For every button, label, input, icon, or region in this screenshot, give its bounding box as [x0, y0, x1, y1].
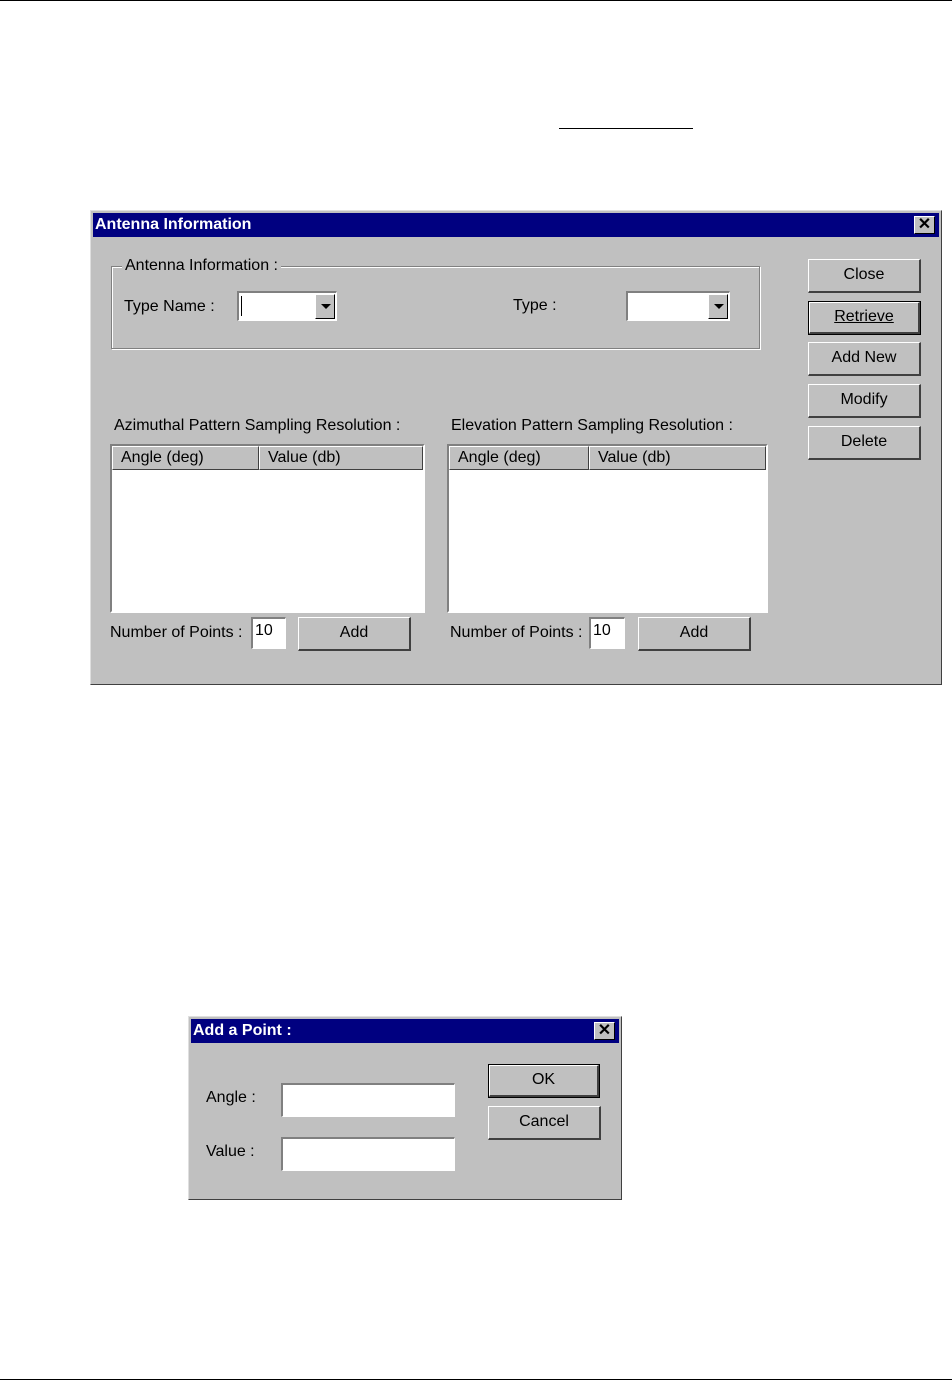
- ok-button[interactable]: OK: [489, 1065, 599, 1097]
- antenna-information-dialog: [90, 210, 942, 685]
- group-label: Antenna Information :: [122, 257, 281, 275]
- elevation-angle-column-header[interactable]: Angle (deg): [449, 446, 589, 470]
- elevation-points-input[interactable]: 10: [589, 617, 625, 649]
- antenna-dialog-title: Antenna Information: [95, 216, 252, 233]
- elevation-section-label: Elevation Pattern Sampling Resolution :: [451, 417, 733, 434]
- add-point-title: Add a Point :: [193, 1022, 292, 1039]
- type-name-label: Type Name :: [124, 298, 215, 315]
- angle-input[interactable]: [281, 1083, 455, 1117]
- elevation-points-label: Number of Points :: [450, 624, 583, 641]
- azimuthal-points-label: Number of Points :: [110, 624, 243, 641]
- underline-mark: [559, 128, 693, 129]
- modify-label: Modify: [840, 391, 888, 408]
- text-caret: [241, 296, 242, 316]
- elevation-value-column-header[interactable]: Value (db): [589, 446, 766, 470]
- angle-label: Angle :: [206, 1089, 256, 1106]
- type-combo[interactable]: [626, 291, 730, 321]
- chevron-down-icon[interactable]: [315, 294, 335, 319]
- type-name-combo[interactable]: [237, 291, 337, 321]
- close-icon[interactable]: ✕: [914, 216, 935, 234]
- modify-button[interactable]: [808, 384, 921, 418]
- add-new-label: Add New: [831, 349, 897, 366]
- chevron-down-icon[interactable]: [708, 294, 728, 319]
- azimuthal-points-input[interactable]: 10: [251, 617, 286, 649]
- azimuthal-add-button[interactable]: Add: [298, 617, 411, 651]
- elevation-list[interactable]: [447, 444, 768, 613]
- azimuthal-section-label: Azimuthal Pattern Sampling Resolution :: [114, 417, 401, 434]
- azimuthal-list[interactable]: [110, 444, 425, 613]
- add-new-button[interactable]: [808, 342, 921, 376]
- type-label: Type :: [513, 297, 557, 314]
- retrieve-button[interactable]: [809, 302, 920, 334]
- value-label: Value :: [206, 1143, 255, 1160]
- add-point-title-bar: [191, 1019, 619, 1043]
- retrieve-label: Retrieve: [834, 308, 894, 325]
- value-input[interactable]: [281, 1137, 455, 1171]
- bottom-rule: [0, 1379, 952, 1380]
- elevation-add-button[interactable]: Add: [638, 617, 751, 651]
- delete-button[interactable]: [808, 426, 921, 460]
- close-button[interactable]: Close: [808, 259, 921, 293]
- azimuthal-angle-column-header[interactable]: Angle (deg): [112, 446, 259, 470]
- top-rule: [0, 0, 952, 1]
- close-icon[interactable]: ✕: [594, 1022, 615, 1040]
- cancel-button[interactable]: Cancel: [488, 1106, 601, 1140]
- delete-label: Delete: [840, 433, 888, 450]
- azimuthal-value-column-header[interactable]: Value (db): [259, 446, 423, 470]
- add-point-dialog: [188, 1016, 622, 1200]
- antenna-dialog-title-bar: [93, 213, 939, 237]
